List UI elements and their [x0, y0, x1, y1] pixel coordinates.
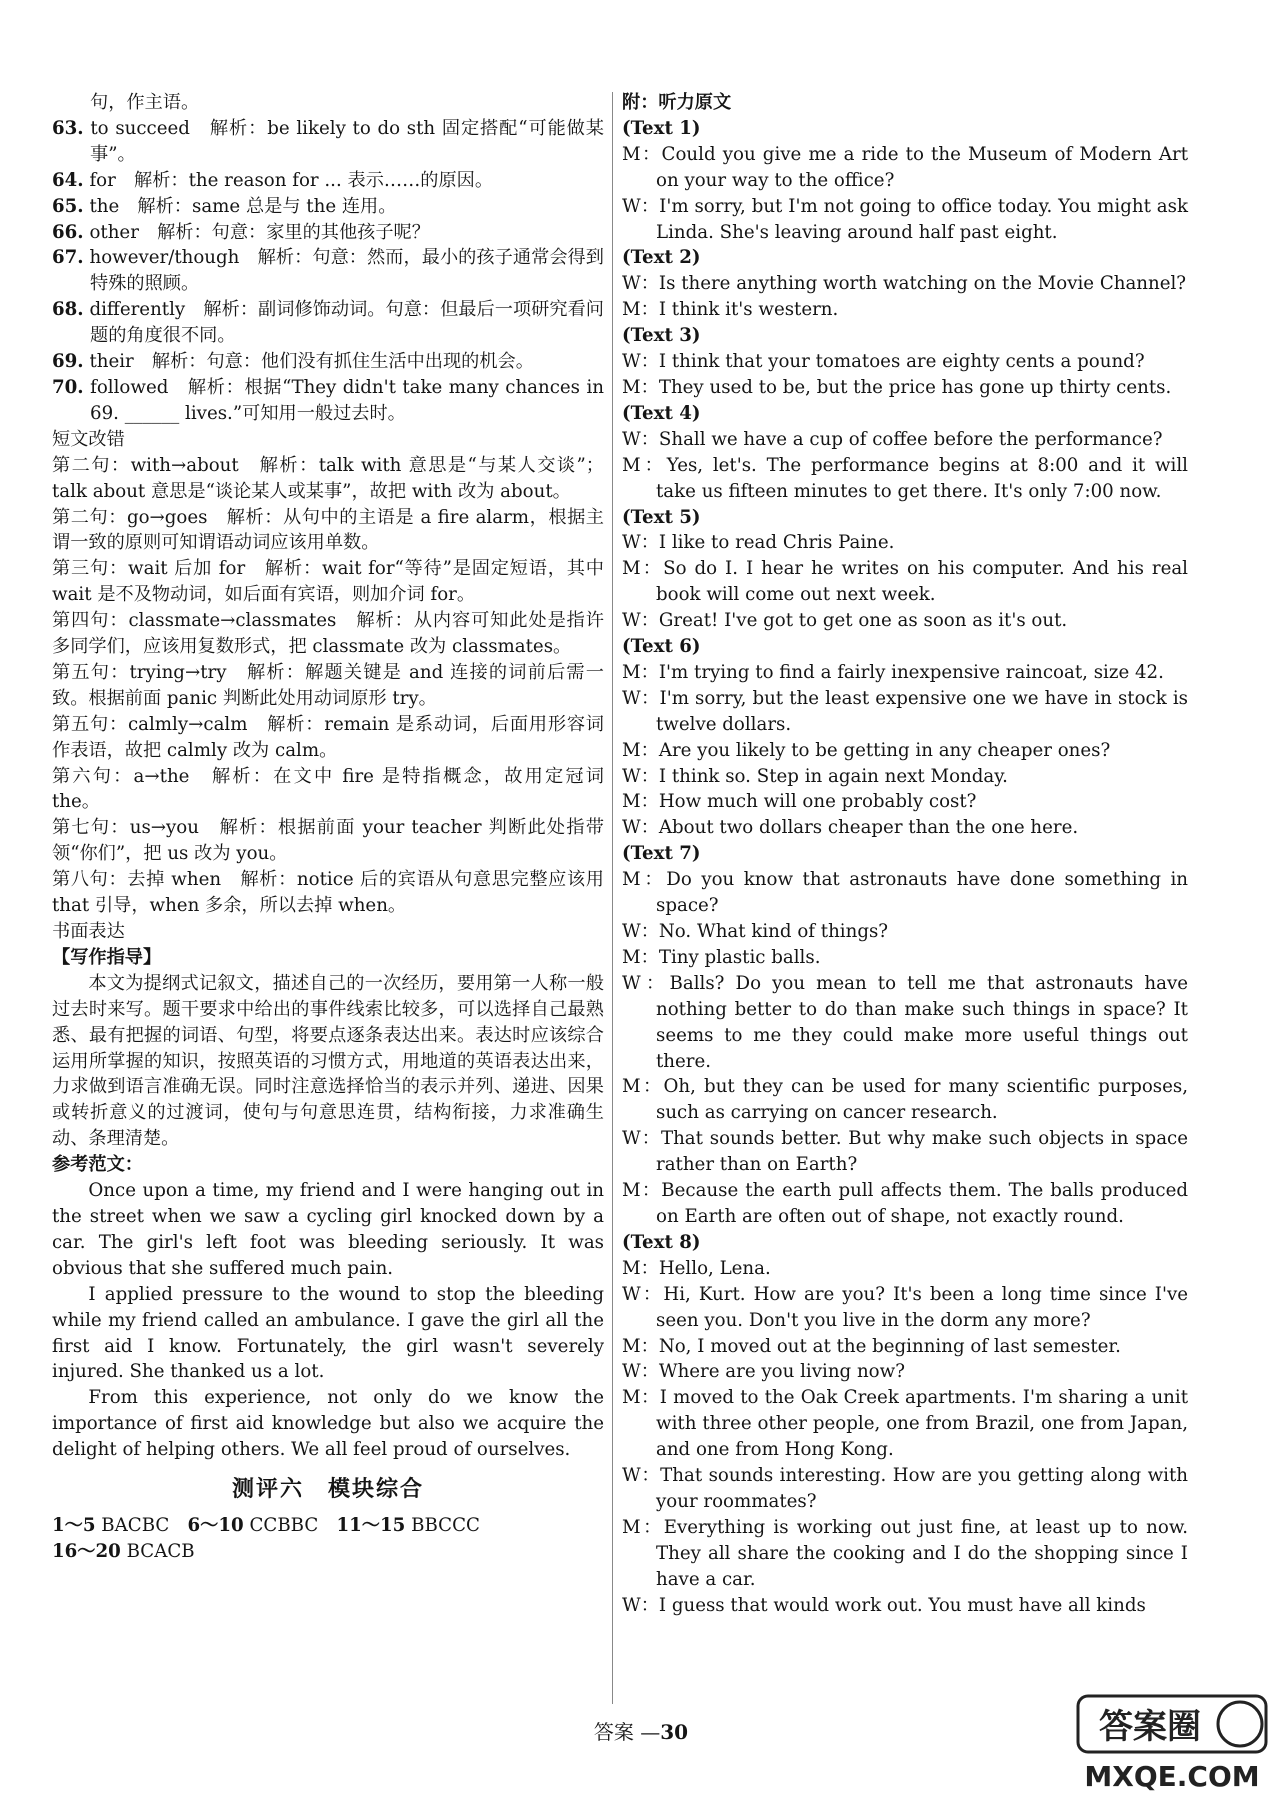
item-number: 67.: [52, 247, 84, 269]
answer-range: 11～15: [336, 1514, 406, 1536]
speaker-label: M：: [622, 661, 659, 683]
answer-item: [52, 245, 604, 297]
text-line: 句，作主语。: [90, 92, 200, 113]
text-line: 短文改错: [52, 428, 125, 450]
text-label: (Text 8): [622, 1231, 701, 1253]
transcript-title: 附：听力原文: [622, 92, 732, 113]
dialogue-text: Great! I've got to get one as soon as it's out.: [658, 610, 1068, 632]
section-heading: 参考范文：: [52, 1154, 143, 1176]
speaker-label: W：: [622, 687, 660, 709]
paragraph: I applied pressure to the wound to stop the bleeding while my friend called an ambulance. I gave the girl all the first aid I know. Fortunately, the girl wasn't severely injured. She thanked us a lot.: [52, 1283, 604, 1383]
text-line: 第三句：wait 后加 for 解析：wait for“等待”是固定短语，其中 wait 是不及物动词，如后面有宾语，则加介词 for。: [52, 558, 604, 606]
text-label: (Text 1): [622, 117, 701, 139]
dialogue-text: Hello, Lena.: [658, 1257, 771, 1279]
answer-key-row: [52, 1539, 604, 1565]
speaker-label: M：: [622, 1180, 662, 1202]
watermark-top-text: 答案圈: [1099, 1707, 1201, 1747]
dialogue-line: [622, 1334, 1188, 1360]
answer-letters: BACBC: [101, 1514, 170, 1536]
item-text: differently 解析：副词修饰动词。句意：但最后一项研究看问题的角度很不同。: [89, 299, 604, 347]
text-line: 书面表达: [52, 921, 125, 942]
speaker-label: W：: [622, 921, 659, 942]
dialogue-line: [622, 1282, 1188, 1334]
text-line: 第二句：go→goes 解析：从句中的主语是 a fire alarm，根据主谓一致的原则可知谓语动词应该用单数。: [52, 506, 604, 554]
dialogue-text: I guess that would work out. You must have all kinds: [658, 1594, 1146, 1616]
dialogue-line: [622, 815, 1188, 841]
item-number: 64.: [52, 169, 84, 191]
speaker-label: W：: [622, 1594, 659, 1616]
item-text: followed 解析：根据“They didn't take many chances in 69. ______ lives.”可知用一般过去时。: [90, 376, 604, 424]
item-number: 63.: [52, 117, 84, 139]
dialogue-line: [622, 608, 1188, 634]
speaker-label: M：: [622, 1335, 659, 1357]
dialogue-text: Is there anything worth watching on the Movie Channel?: [658, 273, 1187, 295]
text-line: 第八句：去掉 when 解析：notice 后的宾语从句意思完整应该用 that 引导，when 多余，所以去掉 when。: [52, 869, 604, 917]
answer-item: [52, 168, 604, 194]
text-line: 第五句：trying→try 解析：解题关键是 and 连接的词前后需一致。根据前面 panic 判断此处用动词原形 try。: [52, 661, 604, 709]
item-number: 70.: [52, 376, 84, 398]
dialogue-line: [622, 686, 1188, 738]
dialogue-text: I moved to the Oak Creek apartments. I'm sharing a unit with three other people, one from Brazil, one from Japan, and one from Hong Kong.: [656, 1387, 1189, 1461]
answer-range: 16～20: [52, 1540, 121, 1562]
dialogue-text: Yes, let's. The performance begins at 8:00 and it will take us fifteen minutes to get there. It's only 7:00 now.: [656, 454, 1188, 502]
paragraph: 本文为提纲式记叙文，描述自己的一次经历，要用第一人称一般过去时来写。题干要求中给出的事件线索比较多，可以选择自己最熟悉、最有把握的词语、句型，将要点逐条表达出来。表达时应该综合运用所掌握的知识，按照英语的习惯方式，用地道的英语表达出来，力求做到语言准确无误。同时注意选择恰当的表示并列、递进、因果或转折意义的过渡词，使句与句意思连贯，结构衔接，力求准确生动、条理清楚。: [52, 972, 604, 1150]
dialogue-text: Where are you living now?: [658, 1361, 905, 1383]
dialogue-line: [622, 1256, 1188, 1282]
item-text: however/though 解析：句意：然而，最小的孩子通常会得到特殊的照顾。: [89, 247, 604, 295]
dialogue-text: Oh, but they can be used for many scientific purposes, such as carrying on cancer research.: [656, 1076, 1188, 1124]
dialogue-line: [622, 660, 1188, 686]
dialogue-line: [622, 375, 1188, 401]
answer-item: [52, 116, 604, 168]
speaker-label: M：: [622, 791, 659, 813]
dialogue-line: [622, 1385, 1188, 1463]
dialogue-line: [622, 919, 1188, 945]
dialogue-text: Balls? Do you mean to tell me that astronauts have nothing better to do than make such things in space? It seems to me they could make more useful things out there.: [656, 972, 1189, 1072]
dialogue-text: No. What kind of things?: [658, 921, 889, 942]
footer-label: 答案: [593, 1720, 634, 1744]
footer-dash: —: [640, 1720, 661, 1744]
right-column: [622, 90, 1188, 1618]
dialogue-line: [622, 971, 1188, 1075]
item-text: other 解析：句意：家里的其他孩子呢？: [89, 221, 430, 243]
answer-key-row: [52, 1513, 604, 1539]
speaker-label: W：: [622, 195, 660, 217]
answer-item: [52, 349, 604, 375]
dialogue-line: [622, 764, 1188, 790]
dialogue-text: Do you know that astronauts have done something in space?: [656, 869, 1189, 917]
item-number: 69.: [52, 351, 84, 373]
text-line: 第五句：calmly→calm 解析：remain 是系动词，后面用形容词作表语，故把 calmly 改为 calm。: [52, 713, 604, 761]
dialogue-line: [622, 349, 1188, 375]
text-label: (Text 7): [622, 843, 701, 865]
dialogue-line: [622, 530, 1188, 556]
item-text: to succeed 解析：be likely to do sth 固定搭配“可能做某事”。: [90, 117, 604, 165]
speaker-label: W：: [622, 351, 659, 373]
answer-range: 6～10: [187, 1514, 244, 1536]
speaker-label: W：: [622, 817, 659, 839]
dialogue-line: [622, 453, 1188, 505]
answer-letters: CCBBC: [249, 1514, 319, 1536]
speaker-label: M：: [622, 1257, 659, 1279]
dialogue-line: [622, 142, 1188, 194]
speaker-label: W：: [622, 1361, 659, 1383]
dialogue-line: [622, 1074, 1188, 1126]
answer-item: [52, 297, 604, 349]
speaker-label: W：: [622, 532, 659, 554]
dialogue-text: I think that your tomatoes are eighty cents a pound?: [658, 351, 1145, 373]
dialogue-line: [622, 297, 1188, 323]
dialogue-text: Are you likely to be getting in any cheaper ones?: [658, 739, 1111, 761]
text-line: 第二句：with→about 解析：talk with 意思是“与某人交谈”；talk about 意思是“谈论某人或某事”，故把 with 改为 about。: [52, 454, 604, 502]
watermark-logo: [1064, 1690, 1276, 1794]
section-heading: 【写作指导】: [52, 946, 162, 968]
watermark-bottom-text: MXQE.COM: [1084, 1760, 1260, 1793]
dialogue-text: That sounds better. But why make such objects in space rather than on Earth?: [656, 1128, 1188, 1176]
item-text: for 解析：the reason for ... 表示……的原因。: [89, 169, 494, 191]
answer-item: [52, 375, 604, 427]
paragraph: Once upon a time, my friend and I were hanging out in the street when we saw a cycling girl knocked down by a car. The girl's left foot was bleeding seriously. It was obvious that she suffered much pain.: [52, 1180, 604, 1279]
dialogue-text: That sounds interesting. How are you getting along with your roommates?: [656, 1465, 1188, 1512]
text-label: (Text 2): [622, 247, 701, 269]
dialogue-line: [622, 556, 1188, 608]
text-label: (Text 4): [622, 402, 701, 424]
text-label: (Text 5): [622, 506, 701, 528]
watermark-circle: [1218, 1702, 1262, 1746]
dialogue-line: [622, 427, 1188, 453]
dialogue-line: [622, 867, 1188, 919]
speaker-label: W：: [622, 972, 670, 994]
item-number: 65.: [52, 195, 84, 217]
left-column: [52, 90, 604, 1565]
dialogue-line: [622, 1359, 1188, 1385]
text-label: (Text 3): [622, 325, 701, 347]
dialogue-text: I think it's western.: [658, 299, 839, 321]
speaker-label: W：: [622, 765, 659, 787]
dialogue-text: Tiny plastic balls.: [658, 946, 821, 968]
page-number: 30: [660, 1720, 689, 1744]
dialogue-line: [622, 789, 1188, 815]
item-number: 68.: [52, 299, 84, 321]
speaker-label: M：: [622, 299, 659, 321]
dialogue-text: I'm trying to find a fairly inexpensive raincoat, size 42.: [658, 661, 1164, 683]
watermark-graphic: [1064, 1690, 1276, 1794]
dialogue-text: I think so. Step in again next Monday.: [658, 765, 1008, 787]
paragraph: From this experience, not only do we know the importance of first aid knowledge but also we acquire the delight of helping others. We all feel proud of ourselves.: [52, 1387, 604, 1461]
dialogue-line: [622, 1463, 1188, 1515]
speaker-label: M：: [622, 946, 659, 968]
text-line: 第六句：a→the 解析：在文中 fire 是特指概念，故用定冠词 the。: [52, 765, 604, 813]
dialogue-text: I'm sorry, but I'm not going to office today. You might ask Linda. She's leaving around half past eight.: [656, 195, 1188, 243]
dialogue-line: [622, 1593, 1188, 1619]
item-text: their 解析：句意：他们没有抓住生活中出现的机会。: [89, 351, 534, 373]
dialogue-text: No, I moved out at the beginning of last semester.: [658, 1335, 1121, 1357]
speaker-label: W：: [622, 1465, 661, 1487]
dialogue-text: Everything is working out just fine, at least up to now. They all share the cooking and I do the shopping since I have a car.: [656, 1516, 1189, 1590]
dialogue-text: Because the earth pull affects them. The balls produced on Earth are often out of shape, not exactly round.: [656, 1180, 1189, 1227]
speaker-label: M：: [622, 739, 659, 761]
dialogue-text: About two dollars cheaper than the one here.: [658, 817, 1079, 839]
module-title: 测评六 模块综合: [231, 1476, 424, 1503]
dialogue-text: They used to be, but the price has gone up thirty cents.: [658, 376, 1172, 398]
speaker-label: M：: [622, 454, 667, 476]
dialogue-line: [622, 1126, 1188, 1178]
answer-range: 1～5: [52, 1514, 96, 1536]
text-label: (Text 6): [622, 636, 701, 658]
dialogue-text: I like to read Chris Paine.: [658, 532, 895, 554]
speaker-label: W：: [622, 273, 659, 295]
speaker-label: M：: [622, 143, 662, 165]
speaker-label: M：: [622, 869, 667, 891]
dialogue-text: Shall we have a cup of coffee before the performance?: [658, 428, 1163, 450]
dialogue-line: [622, 194, 1188, 246]
speaker-label: M：: [622, 376, 659, 398]
dialogue-line: [622, 271, 1188, 297]
dialogue-text: I'm sorry, but the least expensive one we have in stock is twelve dollars.: [656, 687, 1188, 735]
dialogue-line: [622, 945, 1188, 971]
speaker-label: W：: [622, 1283, 664, 1305]
answer-letters: BCACB: [126, 1540, 195, 1562]
dialogue-line: [622, 738, 1188, 764]
speaker-label: M：: [622, 558, 664, 580]
speaker-label: M：: [622, 1387, 660, 1409]
answer-item: [52, 220, 604, 246]
speaker-label: W：: [622, 1128, 661, 1150]
dialogue-text: How much will one probably cost?: [658, 791, 977, 813]
dialogue-line: [622, 1178, 1188, 1230]
text-line: 第七句：us→you 解析：根据前面 your teacher 判断此处指带领“你们”，把 us 改为 you。: [52, 817, 604, 865]
item-text: the 解析：same 总是与 the 连用。: [89, 195, 397, 217]
dialogue-text: Hi, Kurt. How are you? It's been a long time since I've seen you. Don't you live in the dorm any more?: [656, 1283, 1188, 1331]
dialogue-line: [622, 1515, 1188, 1593]
speaker-label: W：: [622, 428, 659, 450]
item-number: 66.: [52, 221, 84, 243]
speaker-label: M：: [622, 1516, 664, 1538]
speaker-label: W：: [622, 610, 659, 632]
answer-item: [52, 194, 604, 220]
dialogue-text: Could you give me a ride to the Museum of Modern Art on your way to the office?: [656, 143, 1189, 191]
dialogue-text: So do I. I hear he writes on his computer. And his real book will come out next week.: [656, 558, 1188, 606]
column-divider: [612, 92, 613, 1704]
speaker-label: M：: [622, 1076, 664, 1098]
answer-letters: BBCCC: [411, 1514, 480, 1536]
text-line: 第四句：classmate→classmates 解析：从内容可知此处是指许多同学们，应该用复数形式，把 classmate 改为 classmates。: [52, 610, 604, 658]
